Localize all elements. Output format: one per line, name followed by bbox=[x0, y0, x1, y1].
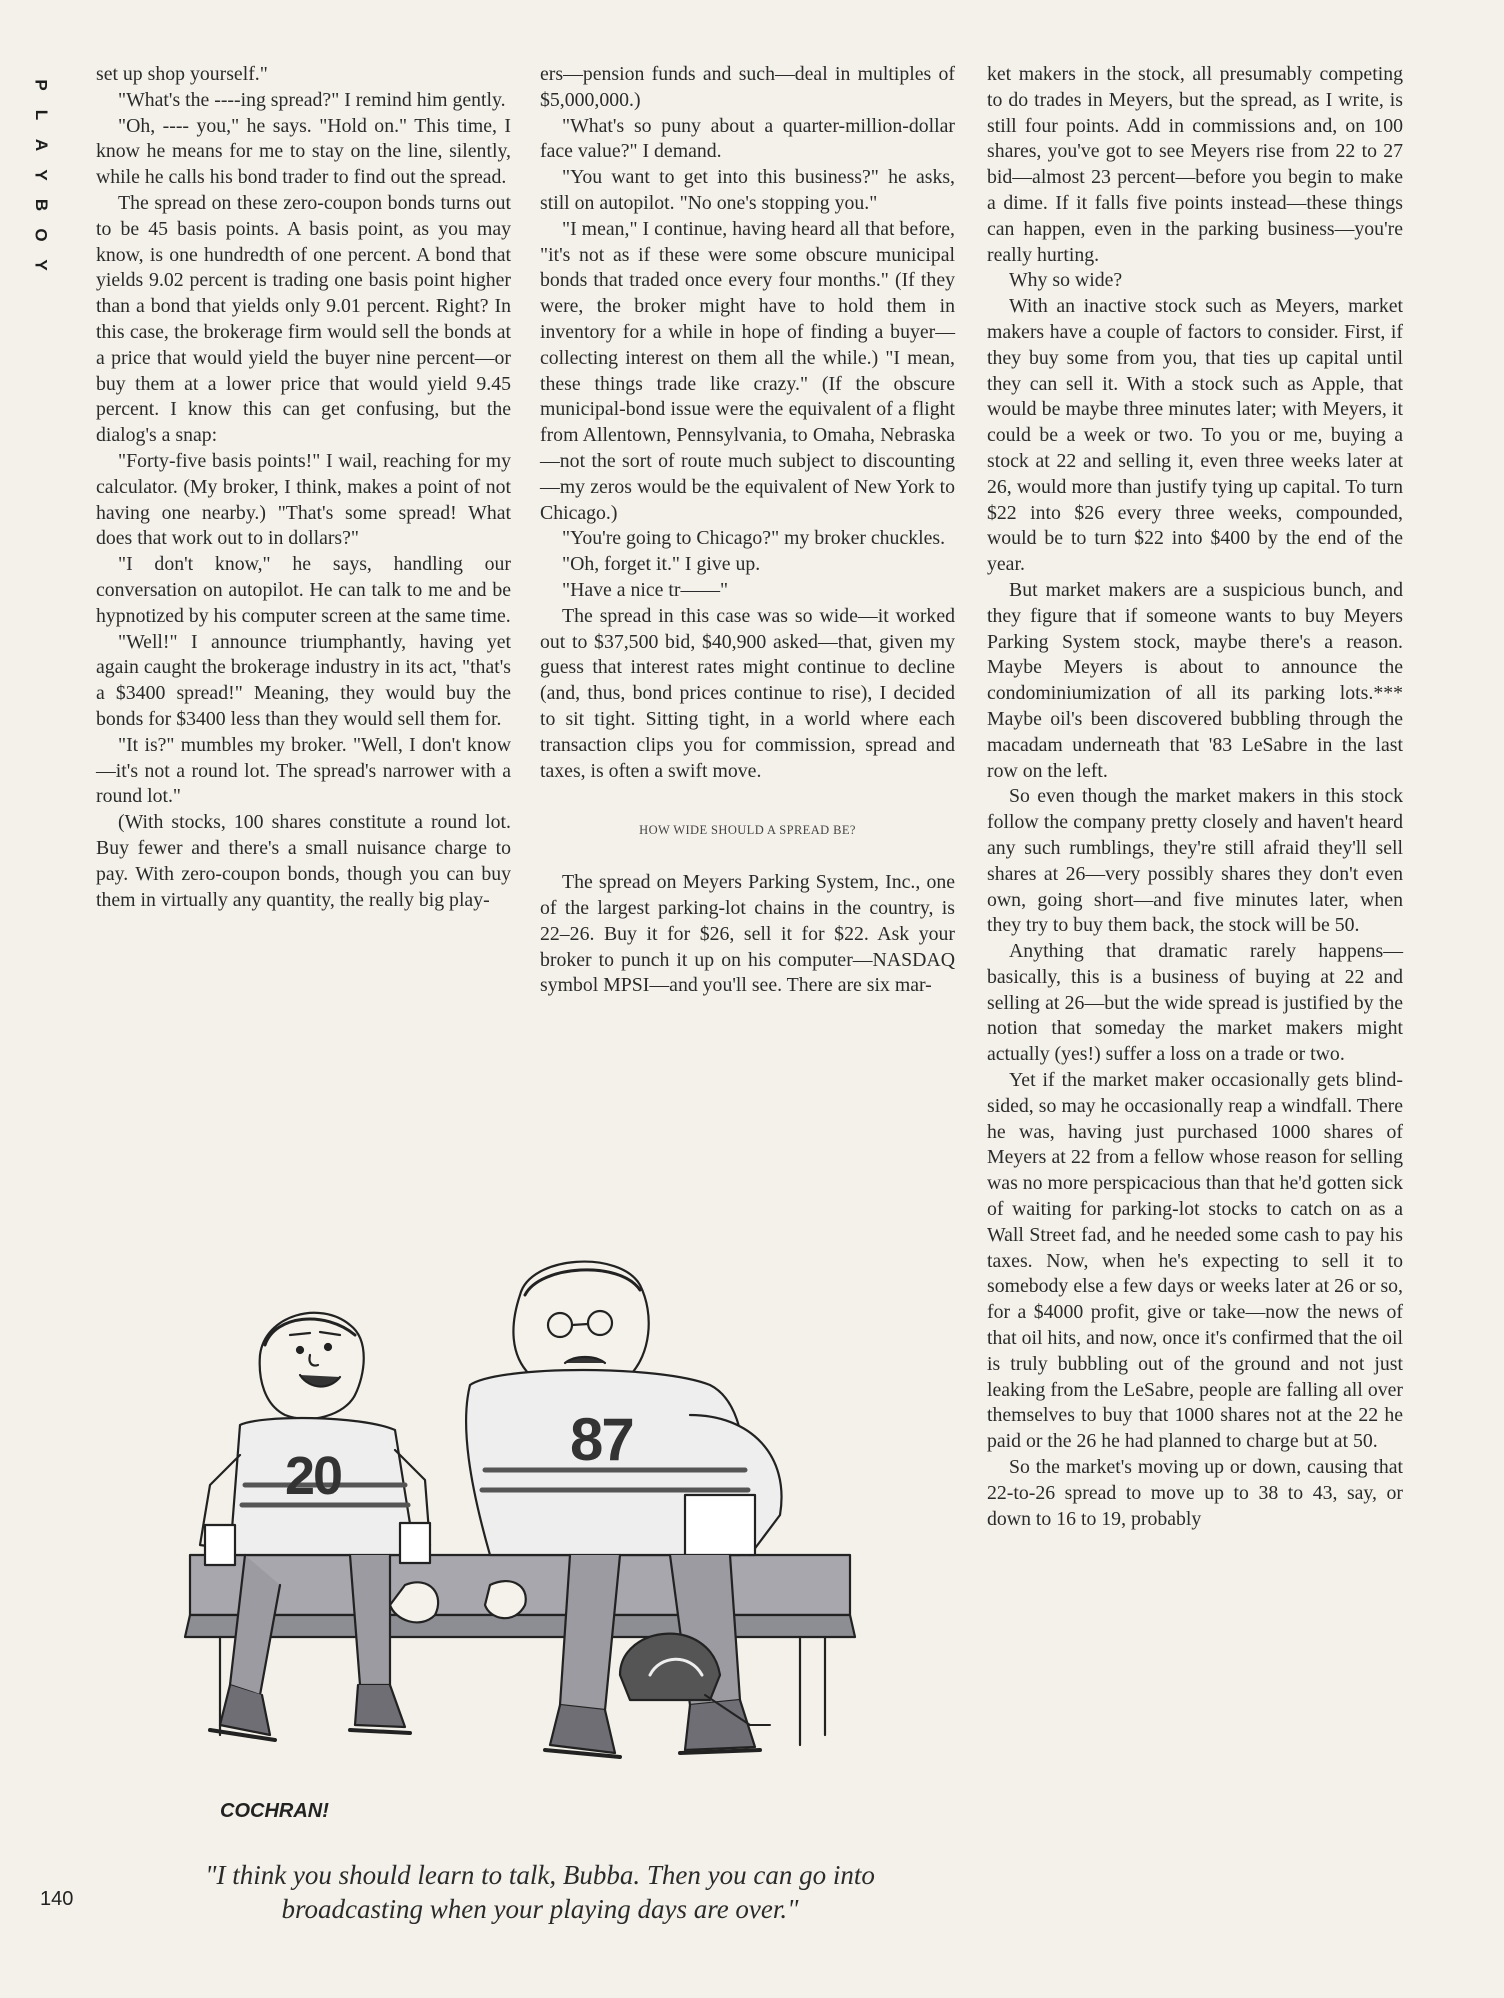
paragraph: But market makers are a suspicious bunch, and they figure that if someone wants to buy Meyers Parking System stock, maybe there's a reason. Maybe Meyers is about to announce the condominiumization of all its parking lots.*** Maybe oil's been discovered bubbling through the macadam underneath that '83 LeSabre in the last row on the left. bbox=[987, 578, 1403, 782]
jersey-number-left: 20 bbox=[285, 1446, 342, 1506]
cartoonist-signature: COCHRAN! bbox=[220, 1800, 329, 1822]
paragraph: "Well!" I announce triumphantly, having yet again caught the brokerage industry in its act, "that's a $3400 spread!" Meaning, they would buy the bonds for $3400 less than they would sell them for. bbox=[96, 630, 511, 730]
paragraph: (With stocks, 100 shares constitute a round lot. Buy fewer and there's a small nuisance charge to pay. With zero-coupon bonds, though you can buy them in virtually any quantity, the really big play- bbox=[96, 811, 511, 911]
logo-letter: B bbox=[32, 198, 51, 212]
paragraph: Why so wide? bbox=[1009, 269, 1123, 292]
article-column-3 bbox=[987, 62, 1403, 1532]
paragraph: "Forty-five basis points!" I wail, reaching for my calculator. (My broker, I think, makes a point of not having one nearby.) "That's some spread! What does that work out to in dollars?" bbox=[96, 449, 511, 550]
paragraph: So even though the market makers in this stock follow the company pretty closely and haven't heard any such rumblings, they're still afraid they'll sell shares at 26—very possibly shares they don't even own, going short—and five minutes later, when they try to buy them back, the stock will be 50. bbox=[987, 785, 1403, 937]
jersey-number-right: 87 bbox=[570, 1406, 633, 1473]
magazine-logo-vertical bbox=[30, 70, 52, 280]
paragraph: So the market's moving up or down, causing that 22-to-26 spread to move up to 38 to 43, say, or down to 16 to 19, probably bbox=[987, 1456, 1403, 1530]
paragraph: "Oh, forget it." I give up. bbox=[562, 553, 761, 576]
cartoon-illustration bbox=[150, 1255, 910, 1850]
paragraph: The spread on Meyers Parking System, Inc., one of the largest parking-lot chains in the country, is 22–26. Buy it for $26, sell it for $22. Ask your broker to punch it up on his computer—NASDAQ symbol MPSI—and you'll see. There are six mar- bbox=[540, 871, 955, 997]
logo-letter: P bbox=[32, 79, 51, 91]
paragraph: Yet if the market maker occasionally gets blind-sided, so may he occasionally reap a windfall. There he was, having just purchased 1000 shares of Meyers at 22 from a fellow whose reason for selling was no more perspicacious than that he'd gotten sick of waiting for parking-lot stocks to catch on as a Wall Street fad, and he needed some cash to pay his taxes. Now, when he's expecting to sell it to somebody else a few days or weeks later at 26 or so, for a $4000 profit, give or take—now the news of that oil hits, and now, once it's confirmed that the oil is truly bubbling out of the ground and not just leaking from the LeSabre, people are falling all over themselves to buy that 1000 shares not at the 22 he paid or the 26 he had planned to charge but at 50. bbox=[987, 1069, 1403, 1453]
paragraph: "Oh, ---- you," he says. "Hold on." This time, I know he means for me to stay on the line, silently, while he calls his bond trader to find out the spread. bbox=[96, 114, 511, 189]
paragraph: "What's so puny about a quarter-million-dollar face value?" I demand. bbox=[540, 114, 955, 163]
paragraph: "I mean," I continue, having heard all that before, "it's not as if these were some obscure municipal bonds that traded once every four months." (If they were, the broker might have to hold them in inventory for a while in hope of finding a buyer—collecting interest on them all the while.) "I mean, these things trade like crazy." (If the obscure municipal-bond issue were the equivalent of a flight from Allentown, Pennsylvania, to Omaha, Nebraska—not the sort of route much subject to discounting—my zeros would be the equivalent of New York to Chicago.) bbox=[540, 217, 955, 524]
logo-letter: Y bbox=[32, 259, 51, 271]
logo-letter: Y bbox=[32, 169, 51, 181]
section-subhead: HOW WIDE SHOULD A SPREAD BE? bbox=[639, 823, 856, 838]
logo-letter: A bbox=[32, 138, 51, 152]
paragraph: ket makers in the stock, all presumably competing to do trades in Meyers, but the spread, as I write, is still four points. Add in commissions and, on 100 shares, you've got to see Meyers rise from 22 to 27 bid—almost 23 percent—before you begin to make a dime. If it falls five points instead—these things can happen, even in the parking business—you're really hurting. bbox=[987, 63, 1403, 266]
cartoon-caption: "I think you should learn to talk, Bubba. Then you can go into broadcasting when your playing days are over." bbox=[205, 1860, 875, 1924]
paragraph: "You want to get into this business?" he asks, still on autopilot. "No one's stopping you." bbox=[540, 166, 955, 214]
paragraph: The spread on these zero-coupon bonds turns out to be 45 basis points. A basis point, as you may know, is one hundredth of one percent. A bond that yields 9.02 percent is trading one basis point higher than a bond that yields only 9.01 percent. Right? In this case, the brokerage firm would sell the bonds at a price that would yield the buyer nine percent—or buy them at a lower price that would yield 9.45 percent. I know this can get confusing, but the dialog's a snap: bbox=[96, 191, 511, 447]
logo-letter: O bbox=[31, 228, 51, 242]
paragraph: "It is?" mumbles my broker. "Well, I don't know—it's not a round lot. The spread's narrower with a round lot." bbox=[96, 733, 511, 808]
paragraph: "Have a nice tr——" bbox=[562, 578, 729, 601]
paragraph: ers—pension funds and such—deal in multiples of $5,000,000.) bbox=[540, 63, 955, 111]
article-column-1 bbox=[96, 62, 511, 913]
logo-letter: L bbox=[31, 109, 51, 121]
paragraph: With an inactive stock such as Meyers, market makers have a couple of factors to consider. First, if they buy some from you, that ties up capital until they can sell it. With a stock such as Apple, that would be maybe three minutes later; with Meyers, it could be a week or two. To you or me, buying a stock at 22 and selling it, even three weeks later at 26, would more than justify tying up capital. To turn $22 into $26 every three weeks, compounded, would be to turn $22 into $400 by the end of the year. bbox=[987, 295, 1403, 576]
paragraph: Anything that dramatic rarely happens—basically, this is a business of buying at 22 and selling at 26—but the wide spread is justified by the notion that someday the market makers might actually (yes!) suffer a loss on a trade or two. bbox=[987, 940, 1403, 1066]
paragraph: "I don't know," he says, handling our conversation on autopilot. He can talk to me and be hypnotized by his computer screen at the same time. bbox=[96, 553, 511, 627]
paragraph: The spread in this case was so wide—it worked out to $37,500 bid, $40,900 asked—that, given my guess that interest rates might continue to decline (and, thus, bond prices continue to rise), I decided to sit tight. Sitting tight, in a world where each transaction clips you for commission, spread and taxes, is often a swift move. bbox=[540, 604, 955, 782]
cartoon-drawing bbox=[150, 1255, 910, 1850]
paragraph: "What's the ----ing spread?" I remind him gently. bbox=[118, 88, 506, 111]
article-column-2 bbox=[540, 62, 955, 999]
paragraph: set up shop yourself." bbox=[96, 63, 268, 85]
paragraph: "You're going to Chicago?" my broker chuckles. bbox=[562, 527, 946, 550]
page-number: 140 bbox=[40, 1888, 74, 1910]
